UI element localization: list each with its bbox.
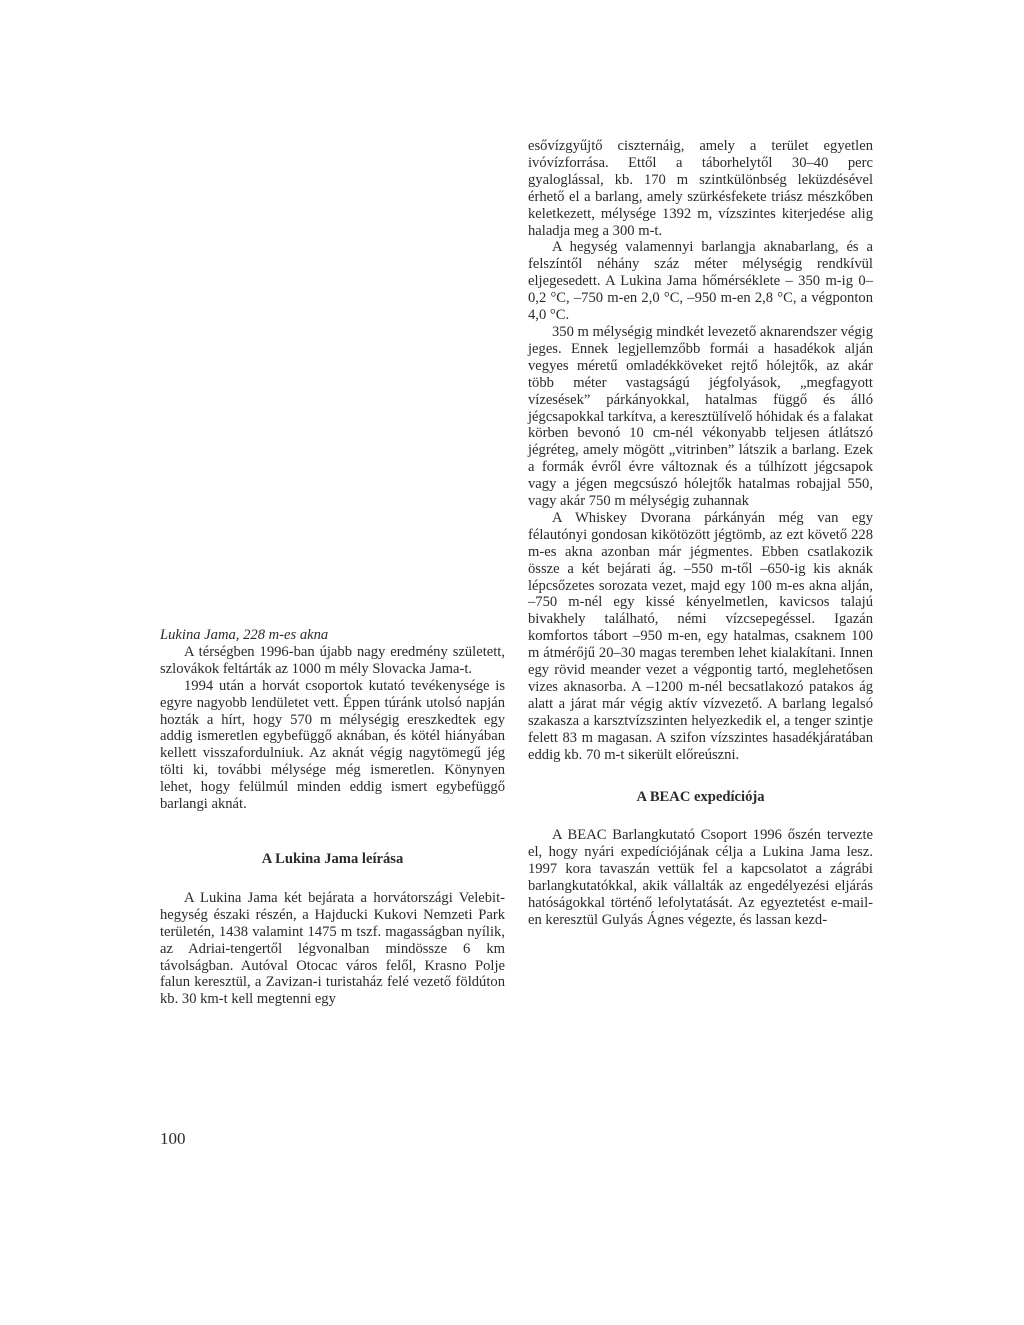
paragraph: A BEAC Barlangkutató Csoport 1996 őszén tervezte el, hogy nyári expedíciójának célja a Lukina Jama lesz. 1997 kora tavaszán vettük fel a kapcsolatot a zágrábi barlangkutatókkal, akik vállalták az engedélyezési eljárás hatóságokkal történő lefolytatását. Az egyeztetést e-mail-en keresztül Gulyás Ágnes végezte, és lassan kezd- <box>528 827 873 928</box>
paragraph: A hegység valamennyi barlangja aknabarlang, és a felszíntől néhány száz méter mélységig rendkívül eljegesedett. A Lukina Jama hőmérséklete – 350 m-ig 0–0,2 °C, –750 m-en 2,0 °C, –950 m-en 2,8 °C, a végponton 4,0 °C. <box>528 239 873 324</box>
paragraph: A térségben 1996-ban újabb nagy eredmény született, szlovákok feltárták az 1000 m mély Slovacka Jama-t. <box>160 643 505 677</box>
paragraph: 1994 után a horvát csoportok kutató tevékenysége is egyre nagyobb lendületet vett. Éppen túránk utolsó napján hozták a hírt, hogy 570 m mélységig ereszkedtek egy addig ismeretlen egybefüggő aknában, és kötél hiányában kellett visszafordulniuk. Az aknát végig nagytömegű jég tölti ki, további mélysége még ismeretlen. Könynyen lehet, hogy felülmúl minden eddig ismert egybefüggő barlangi aknát. <box>160 677 505 813</box>
paragraph: A Lukina Jama két bejárata a horvátországi Velebit-hegység északi részén, a Hajducki Kukovi Nemzeti Park területén, 1438 valamint 1475 m tszf. magasságban nyílik, az Adriai-tengertől légvonalban mindössze 6 km távolságban. Autóval Otocac város felől, Krasno Polje falun keresztül, a Zavizan-i turistaház felé vezető földúton kb. 30 km-t kell megtenni egy <box>160 889 505 1008</box>
left-column <box>160 627 505 1008</box>
section-heading: A BEAC expedíciója <box>636 788 765 805</box>
page-number: 100 <box>160 1129 186 1148</box>
paragraph: 350 m mélységig mindkét levezető aknarendszer végig jeges. Ennek legjellemzőbb formái a hasadékok alján vegyes méretű omladékköveket rejtő hólejtők, az akár több méter vastagságú jégfolyások, „megfagyott vízesések” párkányokkal, hatalmas függő és álló jégcsapokkal tarkítva, a keresztülívelő hóhidak és a falakat körben bevonó 10 cm-nél vékonyabb teljesen átlátszó jégréteg, amely mögött „vitrinben” látszik a barlang. Ezek a formák évről évre változnak és a túlhízott jégcsapok vagy a jégen megcsúszó hólejtők hatalmas robajjal 550, vagy akár 750 m mélységig zuhannak <box>528 323 873 510</box>
paragraph: esővízgyűjtő ciszternáig, amely a terület egyetlen ivóvízforrása. Ettől a táborhelytől 30–40 perc gyaloglással, kb. 170 m szintkülönbség leküzdésével érhető el a barlang, amely szürkésfekete triász mészkőben keletkezett, mélysége 1392 m, vízszintes kiterjedése alig haladja meg a 300 m-t. <box>528 138 873 239</box>
paragraph: A Whiskey Dvorana párkányán még van egy félautónyi gondosan kikötözött jégtömb, az ezt követő 228 m-es akna azonban már jégmentes. Ebben csatlakozik össze a két bejárati ág. –550 m-től –650-ig kis aknák lépcsőzetes sorozata vezet, majd egy 100 m-es akna alján, –750 m-nél egy kissé kényelmetlen, kavicsos talajú bivakhely található, némi vízcsepegéssel. Igazán komfortos tábort –950 m-en, egy hatalmas, csaknem 100 m átmérőjű 20–30 magas teremben lehet kialakítani. Innen egy rövid meander vezet a végpontig tartó, meglehetősen vizes aknasorba. A –1200 m-nél becsatlakozó patakos ág alatt a járat már végig aktív vízvezető. A barlang legalsó szakasza a karsztvízszinten helyezkedik el, a tenger szintje felett 83 m magasan. A szifon vízszintes hasadékjáratában eddig kb. 70 m-t sikerült előreúszni. <box>528 509 873 763</box>
photo-caption: Lukina Jama, 228 m-es akna <box>160 627 329 643</box>
right-column <box>528 138 873 929</box>
section-heading: A Lukina Jama leírása <box>261 850 404 867</box>
